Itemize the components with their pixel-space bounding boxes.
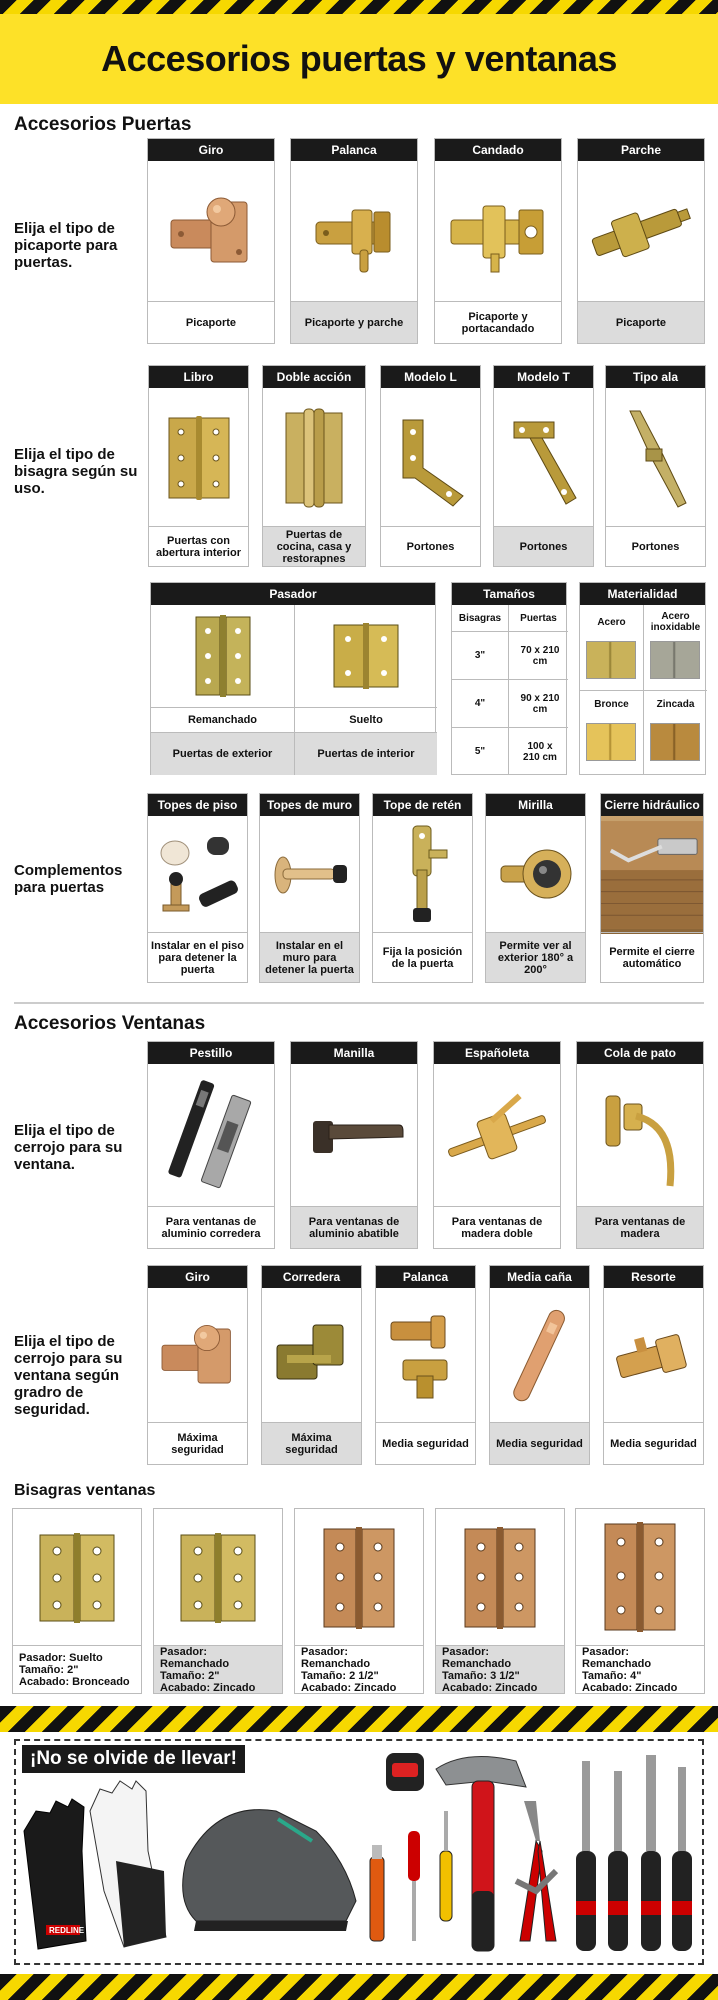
complemento-card-topes-piso — [147, 793, 248, 983]
hinge-spec-line: Tamaño: 2" — [160, 1669, 220, 1682]
door-cell: 70 x 210 cm — [520, 644, 560, 667]
bisagra-ventana-card — [12, 1508, 142, 1694]
card-header: Cierre hidráulico — [601, 794, 703, 816]
cerrojo-card-manilla — [290, 1041, 418, 1249]
bisagra-ventana-card — [294, 1508, 424, 1694]
round-knob-latch-icon — [148, 1288, 247, 1424]
bolt-latch-icon — [578, 161, 704, 303]
wall-stop-icon — [260, 816, 359, 934]
duck-tail-latch-icon — [577, 1064, 703, 1208]
seguridad-card-corredera — [261, 1265, 362, 1465]
material-swatch-bronce — [586, 723, 636, 761]
pasador-name: Remanchado — [187, 713, 258, 726]
card-header: Giro — [148, 1266, 247, 1288]
section-title-ventanas: Accesorios Ventanas — [14, 1013, 206, 1034]
pliers-icon — [516, 1801, 556, 1941]
card-header: Parche — [578, 139, 704, 161]
cerrojo-card-cola-pato — [576, 1041, 704, 1249]
hinge-spec-line: Acabado: Bronceado — [19, 1675, 130, 1688]
card-header: Giro — [148, 139, 274, 161]
hinge-spec-line: Tamaño: 2" — [19, 1663, 79, 1676]
book-hinge-icon — [149, 388, 248, 528]
sliding-bolt-icon — [262, 1288, 361, 1424]
complemento-card-tope-reten — [372, 793, 473, 983]
strap-hinge-icon — [606, 388, 705, 528]
hinge-spec-line: Acabado: Zincado — [582, 1681, 678, 1694]
chisel-set-icon — [576, 1755, 692, 1951]
card-caption: Instalar en el muro para detener la puerta — [260, 932, 359, 982]
tamanos-table — [451, 582, 567, 775]
door-closer-icon — [601, 816, 703, 934]
pasador-table — [150, 582, 436, 775]
hinge-spec-line: Tamaño: 2 1/2" — [301, 1669, 379, 1682]
table-header: Tamaños — [452, 583, 566, 605]
size-cell: 4" — [474, 698, 486, 709]
bisagra-question: Elija el tipo de bisagra según su uso. — [14, 446, 138, 497]
material-swatch-zincada — [650, 723, 700, 761]
round-knob-latch-icon — [148, 161, 274, 303]
lever-latch-icon — [376, 1288, 475, 1424]
hazard-stripe-top — [0, 0, 718, 14]
hinge-icon — [295, 1509, 423, 1647]
door-cell: 100 x 210 cm — [523, 740, 557, 763]
bisagra-card-tipo-ala — [605, 365, 706, 567]
section-divider — [14, 1002, 704, 1004]
size-cell: 3" — [474, 650, 486, 661]
material-label: Bronce — [594, 698, 629, 710]
bisagra-card-doble-accion — [262, 365, 366, 567]
col-header: Bisagras — [458, 612, 502, 624]
section-title-puertas: Accesorios Puertas — [14, 114, 192, 135]
card-caption: Media seguridad — [376, 1422, 475, 1464]
bisagras-ventanas-title: Bisagras ventanas — [14, 1482, 156, 1499]
card-header: Media caña — [490, 1266, 589, 1288]
bisagra-card-modelo-t — [493, 365, 594, 567]
bisagra-ventana-card — [153, 1508, 283, 1694]
material-swatch-acero — [586, 641, 636, 679]
half-round-bolt-icon — [490, 1288, 589, 1424]
card-header: Palanca — [291, 139, 417, 161]
tools-illustration — [16, 1741, 702, 1963]
card-caption: Para ventanas de aluminio corredera — [148, 1206, 274, 1248]
bisagra-card-modelo-l — [380, 365, 481, 567]
pasador-use: Puertas de interior — [295, 733, 437, 775]
tape-measure-icon — [386, 1753, 424, 1791]
material-label: Acero — [597, 616, 626, 628]
double-action-hinge-icon — [263, 388, 365, 528]
hinge-spec-line: Tamaño: 4" — [582, 1669, 642, 1682]
seguridad-card-media-cana — [489, 1265, 590, 1465]
card-caption: Instalar en el piso para detener la puerta — [148, 932, 247, 982]
cerrojo-card-pestillo — [147, 1041, 275, 1249]
card-header: Topes de muro — [260, 794, 359, 816]
card-caption: Media seguridad — [490, 1422, 589, 1464]
card-header: Candado — [435, 139, 561, 161]
card-caption: Permite el cierre automático — [601, 932, 703, 982]
card-caption: Fija la posición de la puerta — [373, 932, 472, 982]
card-caption: Permite ver al exterior 180° a 200° — [486, 932, 585, 982]
card-caption: Portones — [381, 526, 480, 566]
door-holder-icon — [373, 816, 472, 934]
card-caption: Picaporte y portacandado — [435, 301, 561, 343]
lever-latch-icon — [291, 161, 417, 303]
material-swatch-acero-inoxidable — [650, 641, 700, 679]
card-header: Corredera — [262, 1266, 361, 1288]
card-header: Tipo ala — [606, 366, 705, 388]
card-header: Pestillo — [148, 1042, 274, 1064]
hinge-spec-line: Acabado: Zincado — [442, 1681, 538, 1694]
card-caption: Picaporte — [148, 301, 274, 343]
card-header: Manilla — [291, 1042, 417, 1064]
picaporte-card-parche — [577, 138, 705, 344]
screwdriver-icon — [408, 1811, 452, 1941]
card-header: Españoleta — [434, 1042, 560, 1064]
card-caption: Portones — [606, 526, 705, 566]
card-caption: Puertas con abertura interior — [149, 526, 248, 566]
card-caption: Máxima seguridad — [148, 1422, 247, 1464]
hazard-stripe-bottom — [0, 1974, 718, 2000]
floor-stop-icon — [148, 816, 247, 934]
work-gloves-icon — [24, 1781, 166, 1949]
seguridad-question: Elija el tipo de cerrojo para su ventana según gradro de seguridad. — [14, 1333, 123, 1418]
page-title: Accesorios puertas y ventanas — [101, 38, 617, 79]
card-caption: Para ventanas de aluminio abatible — [291, 1206, 417, 1248]
padlock-hasp-latch-icon — [435, 161, 561, 303]
l-hinge-icon — [381, 388, 480, 528]
window-handle-icon — [291, 1064, 417, 1208]
bisagra-ventana-card — [435, 1508, 565, 1694]
card-header: Palanca — [376, 1266, 475, 1288]
hinge-icon — [576, 1509, 704, 1647]
card-caption: Portones — [494, 526, 593, 566]
tools-panel — [14, 1739, 704, 1965]
card-caption: Picaporte — [578, 301, 704, 343]
material-label: Acero inoxidable — [650, 611, 701, 633]
page-banner — [0, 14, 718, 104]
hinge-icon — [13, 1509, 141, 1647]
picaporte-card-palanca — [290, 138, 418, 344]
card-caption: Puertas de cocina, casa y restorapnes — [263, 526, 365, 566]
picaporte-card-giro — [147, 138, 275, 344]
card-header: Topes de piso — [148, 794, 247, 816]
hinge-spec-line: Pasador: Suelto — [19, 1651, 103, 1664]
peephole-icon — [486, 816, 585, 934]
table-header: Materialidad — [580, 583, 705, 605]
table-header: Pasador — [151, 583, 435, 605]
complemento-card-topes-muro — [259, 793, 360, 983]
card-caption: Media seguridad — [604, 1422, 703, 1464]
hinge-spec-line: Tamaño: 3 1/2" — [442, 1669, 520, 1682]
seguridad-card-resorte — [603, 1265, 704, 1465]
bisagra-card-libro — [148, 365, 249, 567]
complemento-card-cierre-hidraulico — [600, 793, 704, 983]
hazard-stripe-middle — [0, 1706, 718, 1732]
card-caption: Para ventanas de madera doble — [434, 1206, 560, 1248]
seguridad-card-palanca — [375, 1265, 476, 1465]
espagnolette-icon — [434, 1064, 560, 1208]
cerrojo-question: Elija el tipo de cerrojo para su ventana. — [14, 1122, 123, 1173]
box-cutter-icon — [370, 1845, 384, 1941]
hinge-spec-line: Acabado: Zincado — [160, 1681, 256, 1694]
tools-panel-title: ¡No se olvide de llevar! — [22, 1745, 245, 1773]
hinge-icon — [436, 1509, 564, 1647]
hinge-spec-line: Acabado: Zincado — [301, 1681, 397, 1694]
card-header: Cola de pato — [577, 1042, 703, 1064]
size-cell: 5" — [474, 746, 486, 757]
hinge-spec-line: Pasador: Remanchado — [301, 1645, 371, 1670]
bisagra-ventana-card — [575, 1508, 705, 1694]
col-header: Puertas — [520, 612, 557, 624]
card-header: Libro — [149, 366, 248, 388]
materialidad-table — [579, 582, 706, 775]
door-cell: 90 x 210 cm — [520, 692, 560, 715]
complemento-card-mirilla — [485, 793, 586, 983]
hinge-icon — [154, 1509, 282, 1647]
seguridad-card-giro — [147, 1265, 248, 1465]
hinge-spec-line: Pasador: Remanchado — [582, 1645, 652, 1670]
pasador-name: Suelto — [349, 713, 383, 726]
pasador-use: Puertas de exterior — [151, 733, 294, 775]
sliding-latch-icon — [148, 1064, 274, 1208]
t-hinge-icon — [494, 388, 593, 528]
cerrojo-card-espanoleta — [433, 1041, 561, 1249]
hinge-spec-line: Pasador: Remanchado — [442, 1645, 512, 1670]
picaporte-card-candado — [434, 138, 562, 344]
glove-brand-label: REDLINE — [49, 1926, 85, 1935]
material-label: Zincada — [656, 698, 695, 710]
card-caption: Picaporte y parche — [291, 301, 417, 343]
card-header: Resorte — [604, 1266, 703, 1288]
loose-pin-hinge-icon — [295, 605, 437, 707]
complementos-question: Complementos para puertas — [14, 862, 123, 896]
card-caption: Máxima seguridad — [262, 1422, 361, 1464]
safety-shoe-icon — [183, 1810, 356, 1931]
card-header: Mirilla — [486, 794, 585, 816]
card-header: Modelo L — [381, 366, 480, 388]
card-caption: Para ventanas de madera — [577, 1206, 703, 1248]
spring-bolt-icon — [604, 1288, 703, 1424]
riveted-hinge-icon — [151, 605, 294, 707]
card-header: Modelo T — [494, 366, 593, 388]
card-header: Doble acción — [263, 366, 365, 388]
card-header: Tope de retén — [373, 794, 472, 816]
hinge-spec-line: Pasador: Remanchado — [160, 1645, 230, 1670]
picaporte-question: Elija el tipo de picaporte para puertas. — [14, 220, 118, 271]
